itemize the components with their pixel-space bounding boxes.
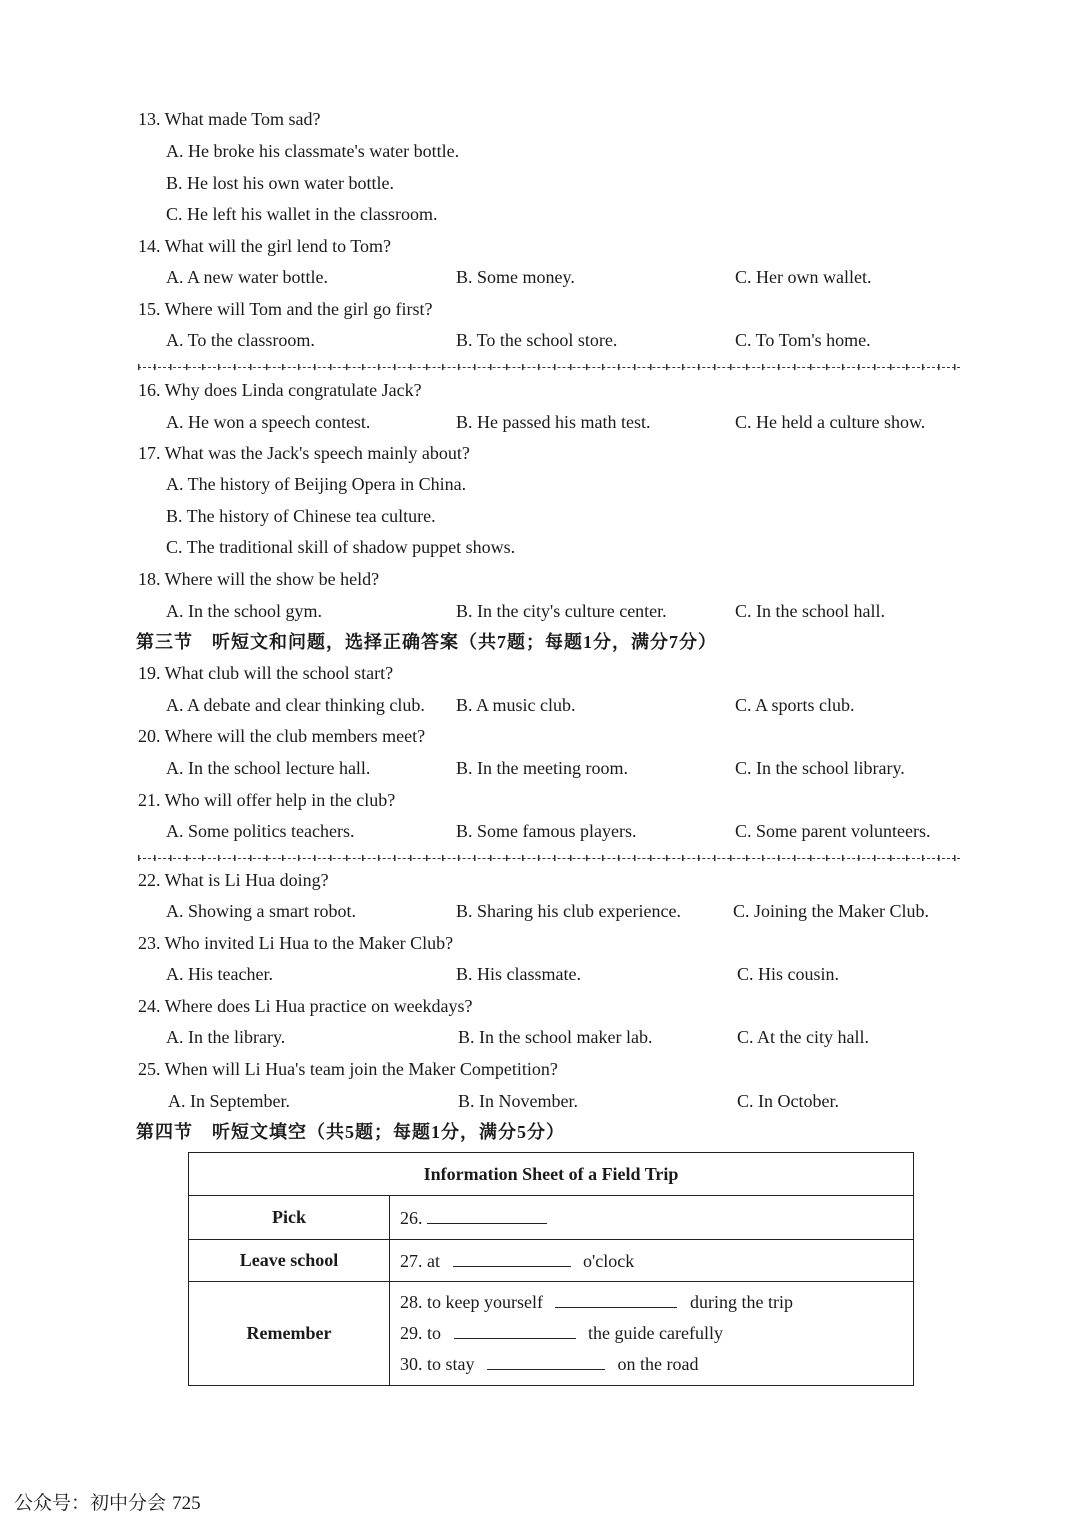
question-23-option-b: B. His classmate. xyxy=(456,964,581,984)
question-15-option-c: C. To Tom's home. xyxy=(735,330,871,350)
row-label-remember: Remember xyxy=(189,1282,390,1386)
item-30-prefix: 30. to stay xyxy=(400,1354,475,1374)
question-19-option-c: C. A sports club. xyxy=(735,695,855,715)
question-21-option-b: B. Some famous players. xyxy=(456,821,637,841)
question-15-option-b: B. To the school store. xyxy=(456,330,618,350)
question-17-stem: 17. What was the Jack's speech mainly about? xyxy=(138,443,470,463)
question-25-stem: 25. When will Li Hua's team join the Maker Competition? xyxy=(138,1059,558,1079)
question-25-option-a: A. In September. xyxy=(168,1091,290,1111)
row-label-pick: Pick xyxy=(189,1196,390,1240)
question-18-stem: 18. Where will the show be held? xyxy=(138,569,380,589)
question-24-option-c: C. At the city hall. xyxy=(737,1027,869,1047)
footer-label: 公众号：初中分会 xyxy=(14,1492,167,1514)
question-18-option-a: A. In the school gym. xyxy=(166,601,322,621)
question-19-stem: 19. What club will the school start? xyxy=(138,663,394,683)
item-30-suffix: on the road xyxy=(617,1354,699,1374)
item-29-suffix: the guide carefully xyxy=(588,1323,723,1343)
question-18-option-b: B. In the city's culture center. xyxy=(456,601,667,621)
question-14-option-b: B. Some money. xyxy=(456,267,575,287)
dialogue-divider-2-ticks xyxy=(138,855,960,861)
question-23-stem: 23. Who invited Li Hua to the Maker Club? xyxy=(138,933,454,953)
field-trip-info-sheet xyxy=(188,1152,914,1386)
section-3-heading: 第三节 听短文和问题，选择正确答案（共7题；每题1分，满分7分） xyxy=(136,632,717,652)
row-leave-school-cell xyxy=(390,1240,914,1282)
row-label-leave-school: Leave school xyxy=(189,1240,390,1282)
question-23-option-c: C. His cousin. xyxy=(737,964,840,984)
question-21-option-a: A. Some politics teachers. xyxy=(166,821,355,841)
question-20-option-b: B. In the meeting room. xyxy=(456,758,628,778)
item-28-prefix: 28. to keep yourself xyxy=(400,1292,543,1312)
question-13-option-c: C. He left his wallet in the classroom. xyxy=(166,204,438,224)
question-22-option-c: C. Joining the Maker Club. xyxy=(733,901,929,921)
question-22-stem: 22. What is Li Hua doing? xyxy=(138,870,329,890)
question-17-option-a: A. The history of Beijing Opera in China. xyxy=(166,474,467,494)
item-28-suffix: during the trip xyxy=(689,1292,793,1312)
item-27-prefix: 27. at xyxy=(400,1250,440,1271)
question-21-option-c: C. Some parent volunteers. xyxy=(735,821,931,841)
question-25-option-c: C. In October. xyxy=(737,1091,839,1111)
question-19-option-b: B. A music club. xyxy=(456,695,576,715)
question-20-stem: 20. Where will the club members meet? xyxy=(138,726,426,746)
question-17-option-b: B. The history of Chinese tea culture. xyxy=(166,506,436,526)
sheet-title: Information Sheet of a Field Trip xyxy=(189,1153,914,1196)
question-23-option-a: A. His teacher. xyxy=(166,964,273,984)
question-25-option-b: B. In November. xyxy=(458,1091,578,1111)
dialogue-divider-1-ticks xyxy=(138,364,960,370)
question-16-option-b: B. He passed his math test. xyxy=(456,412,651,432)
item-28-line xyxy=(400,1287,913,1318)
question-13-stem: 13. What made Tom sad? xyxy=(138,109,321,129)
question-13-option-b: B. He lost his own water bottle. xyxy=(166,173,394,193)
footer-number: 725 xyxy=(172,1493,201,1514)
question-14-stem: 14. What will the girl lend to Tom? xyxy=(138,236,392,256)
row-remember-cell xyxy=(390,1282,914,1386)
section-4-heading: 第四节 听短文填空（共5题；每题1分，满分5分） xyxy=(136,1122,565,1142)
question-14-option-a: A. A new water bottle. xyxy=(166,267,328,287)
item-26-number: 26. xyxy=(400,1207,423,1228)
item-30-line xyxy=(400,1349,913,1380)
question-15-option-a: A. To the classroom. xyxy=(166,330,315,350)
question-24-option-b: B. In the school maker lab. xyxy=(458,1027,653,1047)
question-20-option-c: C. In the school library. xyxy=(735,758,905,778)
question-24-option-a: A. In the library. xyxy=(166,1027,286,1047)
question-16-option-a: A. He won a speech contest. xyxy=(166,412,371,432)
question-15-stem: 15. Where will Tom and the girl go first? xyxy=(138,299,433,319)
blank-28[interactable] xyxy=(555,1291,677,1308)
question-13-option-a: A. He broke his classmate's water bottle. xyxy=(166,141,460,161)
question-22-option-a: A. Showing a smart robot. xyxy=(166,901,356,921)
blank-26[interactable] xyxy=(427,1207,547,1224)
question-19-option-a: A. A debate and clear thinking club. xyxy=(166,695,425,715)
question-18-option-c: C. In the school hall. xyxy=(735,601,885,621)
footer-account-label xyxy=(14,1488,201,1515)
item-27-suffix: o'clock xyxy=(583,1250,635,1271)
row-pick-cell xyxy=(390,1196,914,1240)
question-22-option-b: B. Sharing his club experience. xyxy=(456,901,681,921)
blank-30[interactable] xyxy=(487,1353,605,1370)
blank-27[interactable] xyxy=(453,1250,571,1267)
item-29-prefix: 29. to xyxy=(400,1323,442,1343)
question-20-option-a: A. In the school lecture hall. xyxy=(166,758,371,778)
blank-29[interactable] xyxy=(454,1322,576,1339)
question-17-option-c: C. The traditional skill of shadow puppet shows. xyxy=(166,537,516,557)
question-21-stem: 21. Who will offer help in the club? xyxy=(138,790,396,810)
question-16-option-c: C. He held a culture show. xyxy=(735,412,926,432)
item-29-line xyxy=(400,1318,913,1349)
question-24-stem: 24. Where does Li Hua practice on weekdays? xyxy=(138,996,473,1016)
question-14-option-c: C. Her own wallet. xyxy=(735,267,872,287)
question-16-stem: 16. Why does Linda congratulate Jack? xyxy=(138,380,422,400)
